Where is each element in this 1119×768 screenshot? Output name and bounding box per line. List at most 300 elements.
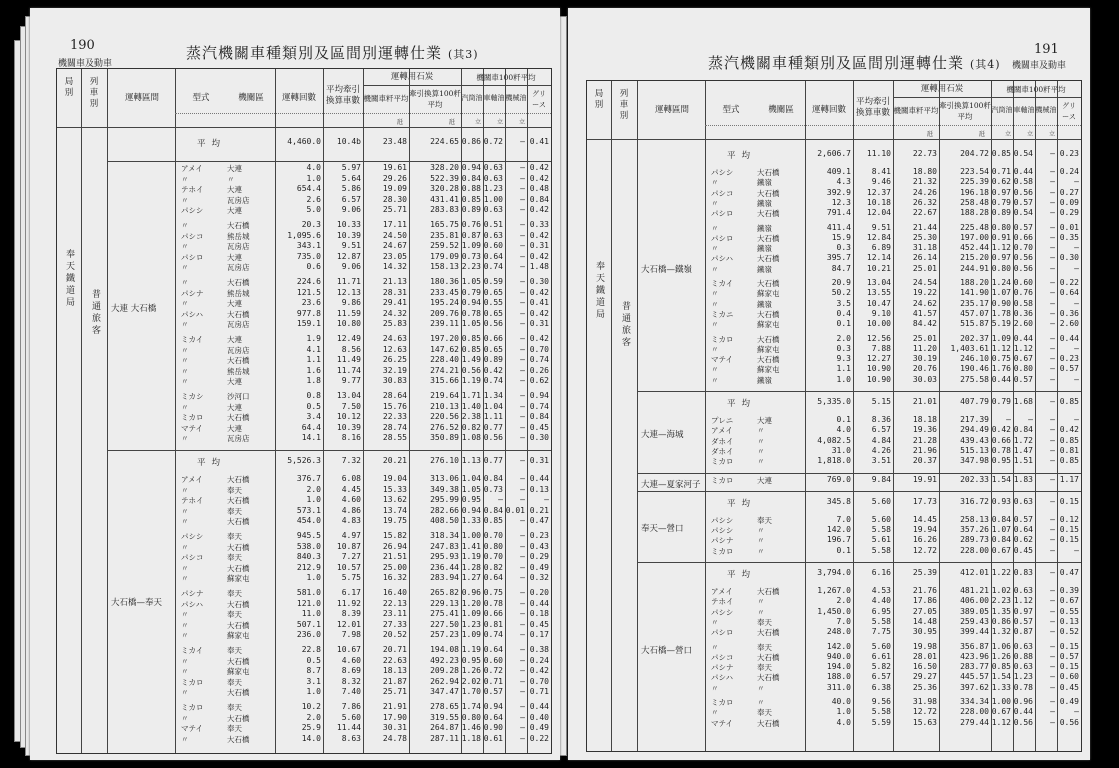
row-e: —: [520, 588, 525, 597]
row-n: 1,818.0: [817, 456, 851, 466]
average-c: 1.13: [461, 456, 481, 465]
row-a: 12.63: [382, 344, 407, 354]
header-rule: [991, 97, 1081, 98]
row-kikanku: 瓦房店: [227, 195, 250, 205]
row-e: —: [1050, 278, 1055, 287]
row-f: 0.30: [529, 277, 549, 286]
row-d: 0.56: [1013, 717, 1033, 727]
row-d: 1.11: [483, 412, 503, 422]
row-d: 1.12: [1013, 596, 1033, 606]
row-c: 1.46: [461, 723, 481, 733]
row-c: 0.78: [991, 445, 1011, 455]
row-c: 0.86: [991, 616, 1011, 626]
row-f: 0.52: [1059, 627, 1079, 637]
row-d: 0.57: [1013, 616, 1033, 626]
row-f: 0.42: [529, 173, 549, 183]
row-a: 29.27: [912, 672, 937, 682]
row-d: 0.57: [1013, 222, 1033, 232]
row-m: 8.41: [871, 167, 891, 176]
row-kikanku: 〃: [757, 457, 765, 467]
average-kaisu: 2,606.7: [817, 149, 851, 158]
row-e: —: [1050, 374, 1055, 384]
row-type: 〃: [711, 198, 719, 208]
row-m: 7.98: [341, 630, 361, 640]
header-abura-c: 機械油: [505, 94, 527, 102]
row-type: 〃: [711, 617, 719, 627]
row-b: 220.56: [430, 412, 459, 422]
row-f: 0.01: [1059, 222, 1079, 232]
row-type: 〃: [711, 223, 719, 233]
row-b: 202.33: [960, 474, 989, 484]
row-kikanku: 大石橋: [227, 413, 250, 423]
row-n: 4,082.5: [817, 435, 851, 445]
row-kikanku: 奉天: [227, 677, 242, 687]
row-type: パシハ: [181, 599, 203, 609]
row-d: 1.23: [1013, 672, 1033, 682]
row-e: —: [520, 220, 525, 229]
row-d: 0.45: [1013, 545, 1033, 555]
row-a: 28.01: [912, 651, 937, 661]
row-type: パシロ: [711, 209, 734, 219]
row-n: 395.7: [826, 253, 851, 263]
row-m: 5.61: [871, 535, 891, 545]
row-c: 0.71: [991, 167, 1011, 176]
header-sekitan-b: 牽引換算100粁平均: [409, 89, 461, 109]
row-c: 0.87: [461, 230, 481, 240]
row-kikanku: 奉天: [757, 642, 772, 652]
row-b: 287.11: [430, 733, 459, 743]
row-type: 〃: [711, 320, 719, 330]
row-b: 227.50: [430, 619, 459, 629]
row-e: —: [520, 516, 525, 526]
row-a: 28.31: [382, 287, 407, 297]
average-c: 0.79: [991, 397, 1011, 406]
row-a: 25.01: [912, 263, 937, 273]
row-n: 1.1: [306, 355, 321, 365]
row-b: 389.05: [960, 606, 989, 616]
row-e: —: [1050, 415, 1055, 424]
row-c: 1.12: [991, 243, 1011, 253]
row-a: 30.19: [912, 354, 937, 364]
group-rule: [637, 391, 1081, 392]
row-kikanku: 奉天: [227, 485, 242, 495]
row-n: 8.7: [306, 666, 321, 676]
group-label: 大石橋—奉天: [111, 598, 163, 609]
row-e: —: [520, 344, 525, 354]
row-f: 0.42: [529, 163, 549, 172]
row-kikanku: 大石橋: [757, 168, 780, 177]
row-type: パシコ: [181, 553, 204, 563]
row-d: 0.82: [483, 562, 503, 572]
row-b: 406.00: [960, 596, 989, 606]
row-c: 0.89: [991, 208, 1011, 218]
row-d: 0.63: [1013, 641, 1033, 651]
row-b: 228.40: [430, 355, 459, 365]
row-type: パシシ: [181, 532, 204, 541]
column-rule: [107, 69, 108, 753]
row-c: —: [1006, 415, 1011, 424]
data-table: [56, 68, 552, 754]
row-a: 84.42: [912, 319, 937, 329]
header-rule: [587, 139, 1081, 140]
row-a: 21.51: [382, 552, 407, 562]
row-f: 0.57: [1059, 364, 1079, 374]
average-kensha: 5.60: [871, 496, 891, 506]
row-b: 147.62: [430, 344, 459, 354]
row-d: 0.85: [483, 516, 503, 526]
row-m: 12.27: [866, 354, 891, 364]
row-b: 210.13: [430, 401, 459, 411]
row-a: 21.44: [912, 222, 937, 232]
row-kikanku: 〃: [757, 607, 765, 617]
unit-label: 瓩: [397, 119, 404, 126]
row-type: 〃: [711, 299, 719, 309]
row-d: 0.56: [1013, 253, 1033, 263]
average-b: 204.72: [960, 149, 989, 158]
row-type: パシシ: [711, 515, 734, 525]
row-b: 294.49: [960, 425, 989, 435]
row-type: パシシ: [711, 607, 734, 617]
average-c: 0.93: [991, 496, 1011, 506]
row-b: 246.10: [960, 354, 989, 364]
row-m: 11.49: [336, 355, 361, 365]
row-f: 0.12: [1059, 514, 1079, 524]
row-f: 0.44: [529, 702, 549, 711]
average-e: —: [520, 456, 525, 465]
row-f: —: [1074, 243, 1079, 253]
row-c: 0.94: [461, 505, 481, 515]
row-m: 5.97: [341, 163, 361, 172]
column-rule: [81, 69, 82, 753]
row-type: アメイ: [181, 475, 203, 484]
row-m: 10.39: [336, 230, 361, 240]
row-type: ミカロ: [711, 698, 734, 707]
row-kikanku: 奉天: [227, 724, 242, 734]
row-kikanku: 瓦房店: [227, 242, 250, 252]
row-n: 194.0: [826, 662, 851, 672]
average-f: 0.23: [1059, 149, 1079, 158]
row-f: 0.15: [1059, 525, 1079, 535]
row-n: 411.4: [826, 222, 851, 232]
row-f: 0.36: [1059, 308, 1079, 318]
row-b: 265.82: [430, 588, 459, 597]
page-title: 蒸汽機關車種類別及區間別運轉仕業 (其4): [708, 54, 1001, 72]
row-type: ミカロ: [181, 413, 204, 423]
row-type: パシロ: [711, 628, 734, 638]
page-title: 蒸汽機關車種類別及區間別運轉仕業 (其3): [186, 44, 479, 62]
row-c: 0.97: [991, 253, 1011, 263]
unit-label: 瓩: [979, 131, 986, 138]
row-d: 0.63: [483, 173, 503, 183]
row-d: 0.81: [483, 619, 503, 629]
row-kikanku: 瓦房店: [227, 345, 250, 355]
row-n: 3.4: [306, 412, 321, 422]
row-kikanku: 大石橋: [757, 355, 780, 365]
average-d: 0.77: [483, 456, 503, 465]
row-type: パシロ: [711, 233, 734, 243]
row-type: テホイ: [181, 496, 204, 506]
row-n: 4.0: [306, 163, 321, 172]
row-n: 7.0: [836, 514, 851, 524]
row-c: 0.95: [991, 456, 1011, 466]
row-f: 0.39: [1059, 586, 1079, 595]
row-type: ミカロ: [711, 457, 734, 467]
row-d: 0.58: [1013, 177, 1033, 187]
row-kikanku: 〃: [757, 446, 765, 456]
row-a: 24.50: [382, 230, 407, 240]
row-b: 319.55: [430, 712, 459, 722]
row-d: 0.76: [1013, 288, 1033, 298]
row-m: 5.60: [341, 712, 361, 722]
row-n: 20.3: [301, 220, 321, 229]
row-kikanku: 蘇家屯: [227, 574, 250, 584]
row-type: パシコ: [711, 652, 734, 662]
row-m: 12.56: [866, 333, 891, 343]
row-a: 23.11: [382, 609, 407, 619]
row-m: 5.86: [341, 184, 361, 194]
row-b: 295.99: [430, 495, 459, 505]
row-n: 1,450.0: [817, 606, 851, 616]
row-type: 〃: [181, 345, 189, 355]
row-kikanku: 奉天: [757, 708, 772, 718]
row-f: 0.30: [1059, 253, 1079, 263]
row-b: 313.06: [430, 474, 459, 483]
header-ressha: 列車別: [619, 89, 629, 121]
header-abura: 機關車100粁平均: [1006, 85, 1066, 94]
row-f: 0.60: [1059, 672, 1079, 682]
row-m: 6.57: [871, 425, 891, 435]
row-n: 5.0: [306, 205, 321, 215]
row-e: —: [1050, 308, 1055, 318]
row-n: 7.0: [836, 616, 851, 626]
row-type: プレニ: [711, 416, 734, 425]
row-e: —: [520, 241, 525, 251]
row-d: 0.74: [483, 376, 503, 386]
header-rule: [363, 85, 461, 86]
row-kikanku: 大石橋: [757, 718, 780, 728]
row-m: 8.36: [871, 415, 891, 424]
header-abura-b: 車軸油: [1013, 106, 1035, 114]
row-b: 347.98: [960, 456, 989, 466]
row-type: パシロ: [181, 252, 204, 262]
row-b: 258.48: [960, 197, 989, 207]
row-d: 0.44: [1013, 333, 1033, 343]
row-b: 275.58: [960, 374, 989, 384]
row-f: 0.70: [529, 676, 549, 686]
row-c: 1.76: [991, 364, 1011, 374]
column-rule: [175, 69, 176, 753]
header-kukan: 運轉區間: [124, 93, 159, 103]
row-b: 356.87: [960, 641, 989, 651]
row-c: 0.84: [991, 514, 1011, 524]
average-b: 316.72: [960, 496, 989, 506]
row-f: 0.15: [1059, 535, 1079, 545]
row-f: 0.49: [1059, 697, 1079, 706]
row-kikanku: 奉天: [227, 703, 242, 712]
row-type: ダホイ: [711, 436, 734, 446]
row-n: 14.0: [301, 733, 321, 743]
row-type: 〃: [181, 356, 189, 366]
row-f: 0.42: [529, 308, 549, 318]
row-b: 194.08: [430, 645, 459, 654]
group-label: 大連 大石橋: [111, 303, 157, 314]
row-c: 1.33: [991, 682, 1011, 692]
row-b: 283.77: [960, 662, 989, 672]
row-n: 9.3: [836, 354, 851, 364]
row-f: 0.84: [529, 412, 549, 422]
row-c: 0.82: [461, 422, 481, 432]
row-type: 〃: [181, 713, 189, 723]
row-d: 0.44: [1013, 167, 1033, 176]
row-f: 0.38: [529, 645, 549, 654]
row-c: 0.85: [461, 194, 481, 204]
row-m: 9.51: [341, 241, 361, 251]
row-b: 289.73: [960, 535, 989, 545]
row-m: 8.39: [341, 609, 361, 619]
row-type: 〃: [181, 242, 189, 252]
row-m: 10.33: [336, 220, 361, 229]
row-f: 0.31: [529, 241, 549, 251]
row-type: ミカイ: [711, 279, 734, 288]
row-d: 0.78: [1013, 682, 1033, 692]
header-rule: [461, 85, 551, 86]
row-d: 0.74: [483, 630, 503, 640]
row-kikanku: 大連: [227, 164, 242, 173]
row-n: 25.9: [301, 723, 321, 733]
row-c: 1.08: [461, 433, 481, 443]
row-type: ミカシ: [181, 392, 204, 401]
row-type: パシナ: [181, 589, 204, 598]
row-n: 10.2: [301, 702, 321, 711]
row-type: アメイ: [711, 587, 733, 596]
row-f: 0.33: [529, 220, 549, 229]
row-c: 0.91: [991, 232, 1011, 242]
row-f: 0.40: [529, 712, 549, 722]
row-c: 5.19: [991, 319, 1011, 329]
row-kikanku: 〃: [757, 436, 765, 446]
row-kikanku: 大連: [227, 423, 242, 433]
row-f: 0.67: [1059, 596, 1079, 606]
row-m: 7.75: [871, 627, 891, 637]
row-b: 334.34: [960, 697, 989, 706]
row-a: 19.09: [382, 184, 407, 194]
row-a: 30.03: [912, 374, 937, 384]
row-a: 19.91: [912, 474, 937, 484]
row-d: 0.64: [483, 645, 503, 654]
row-n: 14.1: [301, 433, 321, 443]
row-f: 0.42: [529, 230, 549, 240]
average-f: 0.15: [1059, 496, 1079, 506]
row-n: 0.1: [836, 415, 851, 424]
row-d: 0.63: [1013, 586, 1033, 595]
row-a: 32.19: [382, 365, 407, 375]
row-m: 12.14: [866, 253, 891, 263]
row-c: 1.74: [461, 702, 481, 711]
row-c: 1.05: [461, 319, 481, 329]
row-a: 25.00: [382, 562, 407, 572]
row-m: 4.97: [341, 531, 361, 540]
row-kikanku: 大石橋: [227, 599, 250, 609]
row-kikanku: 大石橋: [757, 673, 780, 683]
row-n: 4.3: [836, 177, 851, 187]
row-d: 0.56: [1013, 187, 1033, 197]
row-d: 0.57: [483, 687, 503, 697]
row-m: 6.89: [871, 243, 891, 253]
row-d: 0.73: [483, 484, 503, 494]
row-m: 11.59: [336, 308, 361, 318]
header-abura-a: 汽筒油: [991, 106, 1013, 114]
row-e: —: [1050, 333, 1055, 343]
row-d: 0.65: [483, 287, 503, 297]
row-b: 275.41: [430, 609, 459, 619]
row-m: 12.01: [336, 619, 361, 629]
header-kyoku: 局別: [594, 89, 604, 110]
row-type: 〃: [181, 320, 189, 330]
row-n: 507.1: [296, 619, 321, 629]
row-n: 0.1: [836, 545, 851, 555]
side-ressha: 普通旅客: [620, 301, 630, 349]
row-kikanku: 大石橋: [227, 563, 250, 573]
row-d: 1.34: [483, 391, 503, 400]
unit-label: 立: [497, 119, 504, 126]
row-b: 197.20: [430, 334, 459, 343]
row-m: 5.58: [871, 545, 891, 555]
header-rule: [57, 127, 551, 128]
header-sekitan-b: 牽引換算100粁平均: [939, 101, 991, 121]
row-m: 9.84: [871, 474, 891, 484]
header-ressha: 列車別: [89, 77, 99, 109]
row-b: 225.39: [960, 177, 989, 187]
row-type: 〃: [181, 517, 189, 527]
average-a: 21.01: [912, 397, 937, 406]
average-e: —: [520, 137, 525, 146]
row-e: —: [1050, 187, 1055, 197]
row-b: 439.43: [960, 435, 989, 445]
row-c: 1.19: [461, 376, 481, 386]
row-a: 20.52: [382, 630, 407, 640]
row-kikanku: 熊岳城: [227, 231, 250, 241]
row-e: —: [1050, 707, 1055, 717]
row-f: 0.42: [529, 334, 549, 343]
row-m: 4.83: [341, 516, 361, 526]
row-kikanku: 大石橋: [227, 542, 250, 552]
row-kikanku: 蘇家屯: [227, 667, 250, 677]
row-c: 2.38: [461, 412, 481, 422]
row-type: 〃: [181, 656, 189, 666]
row-e: —: [520, 531, 525, 540]
row-b: 315.66: [430, 376, 459, 386]
header-sekitan-a: 機關車粁平均: [893, 106, 939, 115]
row-a: 24.62: [912, 298, 937, 308]
row-f: 0.41: [529, 298, 549, 308]
row-d: 1.12: [1013, 343, 1033, 353]
row-n: 0.6: [306, 262, 321, 272]
row-kikanku: 大石橋: [227, 517, 250, 527]
row-a: 16.50: [912, 662, 937, 672]
row-n: 142.0: [826, 525, 851, 535]
row-type: ミカロ: [181, 703, 204, 712]
row-m: 10.47: [866, 298, 891, 308]
row-n: 15.9: [831, 232, 851, 242]
unit-label: 瓩: [927, 131, 934, 138]
row-d: 0.75: [483, 588, 503, 597]
row-b: 197.00: [960, 232, 989, 242]
row-a: 23.05: [382, 251, 407, 261]
row-type: 〃: [181, 610, 189, 620]
row-f: 0.31: [529, 319, 549, 329]
row-f: 0.85: [1059, 435, 1079, 445]
row-e: —: [1050, 343, 1055, 353]
